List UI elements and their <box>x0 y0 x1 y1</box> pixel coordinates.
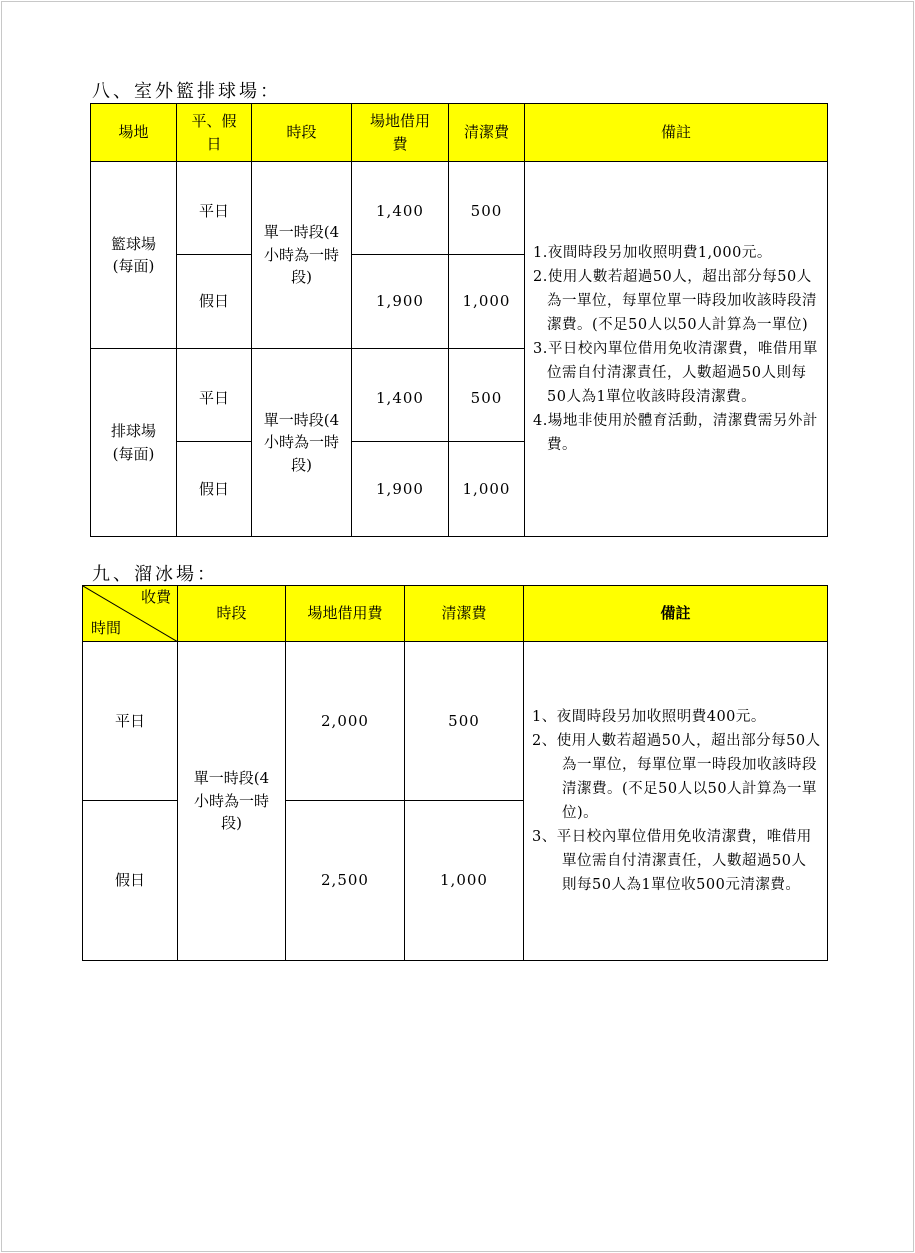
clean-cell: 500 <box>449 162 525 255</box>
daytype-cell: 假日 <box>177 255 252 349</box>
section-9-title: 九、溜冰場： <box>92 564 218 585</box>
clean-cell: 500 <box>449 349 525 442</box>
header-clean: 清潔費 <box>405 586 524 642</box>
diagonal-header-cell <box>83 586 178 642</box>
header-notes: 備註 <box>525 104 828 162</box>
daytype-cell: 平日 <box>177 349 252 442</box>
fee-cell: 1,400 <box>352 162 449 255</box>
period-cell: 單一時段(4小時為一時段) <box>252 349 352 537</box>
daytype-cell: 假日 <box>177 442 252 537</box>
header-daytype: 平、假日 <box>177 104 252 162</box>
table-header-row <box>91 104 828 162</box>
clean-cell: 1,000 <box>405 801 524 961</box>
fee-cell: 2,500 <box>286 801 405 961</box>
daytype-cell: 假日 <box>83 801 178 961</box>
table-header-row <box>83 586 828 642</box>
note-item: 2、使用人數若超過50人，超出部分每50人為一單位，每單位單一時段加收該時段清潔費。(不足50人以50人計算為一單位)。 <box>532 733 821 821</box>
skating-rink-fee-table <box>82 585 828 961</box>
note-item: 4.場地非使用於體育活動，清潔費需另外計費。 <box>533 413 818 453</box>
fee-cell: 1,400 <box>352 349 449 442</box>
fee-cell: 1,900 <box>352 442 449 537</box>
header-notes: 備註 <box>524 586 828 642</box>
table-row <box>83 642 828 801</box>
note-item: 1.夜間時段另加收照明費1,000元。 <box>533 245 772 261</box>
daytype-cell: 平日 <box>83 642 178 801</box>
fee-cell: 1,900 <box>352 255 449 349</box>
header-period: 時段 <box>178 586 286 642</box>
header-fee: 場地借用費 <box>286 586 405 642</box>
period-cell: 單一時段(4小時為一時段) <box>252 162 352 349</box>
clean-cell: 1,000 <box>449 442 525 537</box>
daytype-cell: 平日 <box>177 162 252 255</box>
header-fee: 場地借用費 <box>352 104 449 162</box>
note-item: 3.平日校內單位借用免收清潔費，唯借用單位需自付清潔責任，人數超過50人則每50人為1單位收該時段清潔費。 <box>533 341 818 405</box>
clean-cell: 1,000 <box>449 255 525 349</box>
notes-cell <box>524 642 828 961</box>
section-8-title: 八、室外籃排球場： <box>92 81 281 102</box>
note-item: 3、平日校內單位借用免收清潔費，唯借用單位需自付清潔責任，人數超過50人則每50人為1單位收500元清潔費。 <box>532 829 812 893</box>
clean-cell: 500 <box>405 642 524 801</box>
outdoor-court-fee-table <box>90 103 828 537</box>
diag-bottom-label: 時間 <box>91 618 122 637</box>
note-item: 1、夜間時段另加收照明費400元。 <box>532 709 766 725</box>
diag-top-label: 收費 <box>140 588 171 606</box>
period-cell: 單一時段(4小時為一時段) <box>178 642 286 961</box>
header-venue: 場地 <box>91 104 177 162</box>
notes-cell <box>525 162 828 537</box>
header-clean: 清潔費 <box>449 104 525 162</box>
venue-cell: 排球場(每面) <box>91 349 177 537</box>
note-item: 2.使用人數若超過50人，超出部分每50人為一單位，每單位單一時段加收該時段清潔費。(不足50人以50人計算為一單位) <box>533 269 817 333</box>
table-row <box>91 162 828 255</box>
header-period: 時段 <box>252 104 352 162</box>
document-page <box>1 1 914 1252</box>
venue-cell: 籃球場(每面) <box>91 162 177 349</box>
fee-cell: 2,000 <box>286 642 405 801</box>
